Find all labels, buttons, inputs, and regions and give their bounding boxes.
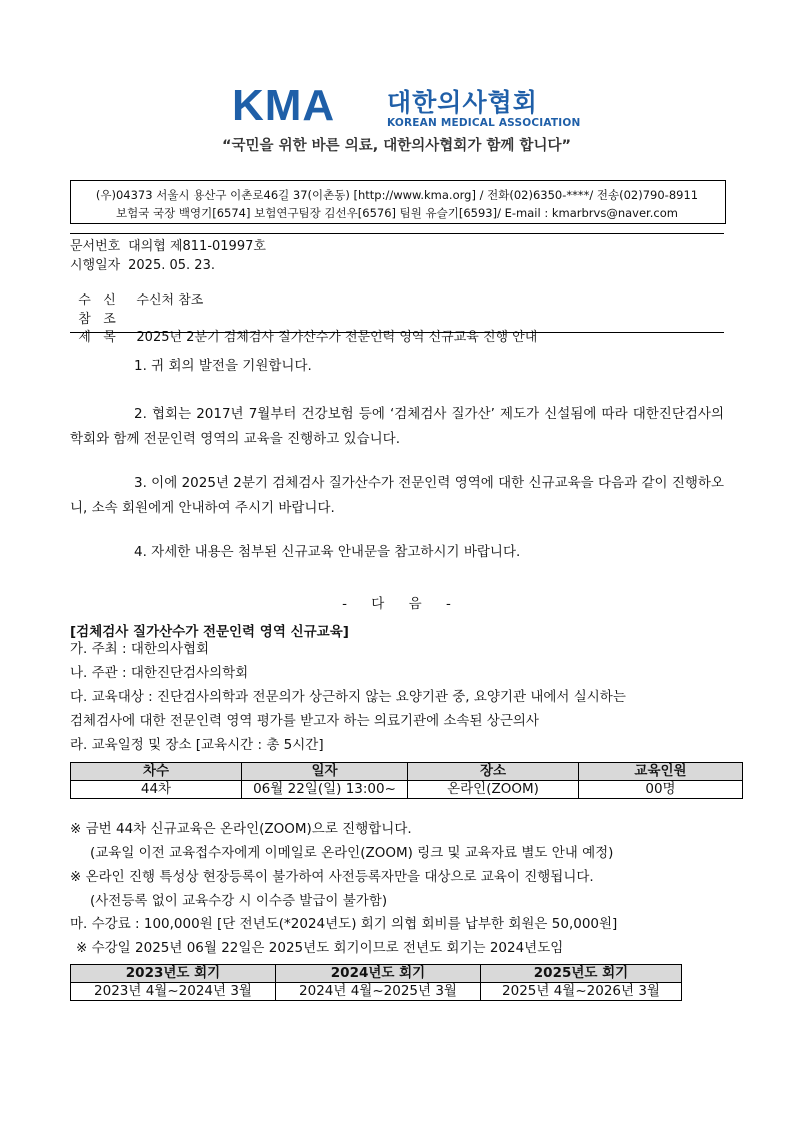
note-2-detail: (사전등록 없이 교육수강 시 이수증 발급이 불가함) <box>90 893 388 909</box>
table-header: 2024년도 회기 <box>276 965 481 983</box>
table-row <box>71 983 682 1001</box>
meta-label: 시행일자 <box>70 258 121 273</box>
item-ga: 가. 주최 : 대한의사협회 <box>70 641 210 657</box>
paragraph-2: 2. 협회는 2017년 7월부터 건강보험 등에 ‘검체검사 질가산’ 제도가 신설됨에 따라 대한진단검사의학회와 함께 전문인력 영역의 교육을 진행하고 있습니다. <box>70 406 724 447</box>
paragraph-4: 4. 자세한 내용은 첨부된 신규교육 안내문을 참고하시기 바랍니다. <box>134 544 521 560</box>
item-ra: 라. 교육일정 및 장소 [교육시간 : 총 5시간] <box>70 737 324 753</box>
table-cell: 00명 <box>579 781 743 799</box>
divider-top <box>70 233 724 234</box>
logo-org-name-kr: 대한의사협회 <box>387 88 538 117</box>
table-header-row <box>71 763 743 781</box>
item-na: 나. 주관 : 대한진단검사의학회 <box>70 665 249 681</box>
contact-line-1: (우)04373 서울시 용산구 이촌로46길 37(이촌동) [http://www.kma.org] / 전화(02)6350-****/ 전송(02)790-8911 <box>95 188 699 202</box>
table-header: 2023년도 회기 <box>71 965 276 983</box>
table-header: 차수 <box>71 763 242 781</box>
meta-value: 수신처 참조 <box>136 293 204 308</box>
dasum-heading: - 다 음 - <box>342 596 451 612</box>
table-cell: 06월 22일(일) 13:00~ <box>242 781 408 799</box>
section-heading: [검체검사 질가산수가 전문인력 영역 신규교육] <box>70 624 349 640</box>
meta-label: 수 신 <box>78 293 116 308</box>
note-1-detail: (교육일 이전 교육접수자에게 이메일로 온라인(ZOOM) 링크 및 교육자료 별도 안내 예정) <box>90 845 614 861</box>
meta-date <box>70 258 215 274</box>
meta-value: 대의협 제811-01997호 <box>128 239 266 254</box>
table-header: 일자 <box>242 763 408 781</box>
divider-bottom <box>70 332 724 333</box>
meta-subject <box>70 314 537 346</box>
meta-value: 2025년 2분기 검체검사 질가산수가 전문인력 영역 신규교육 진행 안내 <box>136 330 538 345</box>
note-1: ※ 금번 44차 신규교육은 온라인(ZOOM)으로 진행합니다. <box>70 821 412 837</box>
table-cell: 2025년 4월~2026년 3월 <box>481 983 682 1001</box>
schedule-table <box>70 762 743 799</box>
note-3: ※ 수강일 2025년 06월 22일은 2025년도 회기이므로 전년도 회기는 2024년도임 <box>76 940 564 956</box>
table-cell: 온라인(ZOOM) <box>408 781 579 799</box>
logo-org-name-en: KOREAN MEDICAL ASSOCIATION <box>387 117 581 129</box>
slogan: “국민을 위한 바른 의료, 대한의사협회가 함께 합니다” <box>221 138 571 154</box>
logo-kma: KMA <box>232 81 336 130</box>
item-da-line1: 다. 교육대상 : 진단검사의학과 전문의가 상근하지 않는 요양기관 중, 요양기관 내에서 실시하는 <box>70 689 626 705</box>
table-header: 2025년도 회기 <box>481 965 682 983</box>
meta-label: 문서번호 <box>70 239 121 254</box>
paragraph-3: 3. 이에 2025년 2분기 검체검사 질가산수가 전문인력 영역에 대한 신규교육을 다음과 같이 진행하오니, 소속 회원에게 안내하여 주시기 바랍니다. <box>70 475 724 516</box>
meta-label: 참 조 <box>78 312 116 327</box>
paragraph-1: 1. 귀 회의 발전을 기원합니다. <box>134 358 312 374</box>
meta-doc-no <box>70 239 266 255</box>
meta-value: 2025. 05. 23. <box>128 258 215 273</box>
table-cell: 2023년 4월~2024년 3월 <box>71 983 276 1001</box>
table-cell: 44차 <box>71 781 242 799</box>
table-cell: 2024년 4월~2025년 3월 <box>276 983 481 1001</box>
note-2: ※ 온라인 진행 특성상 현장등록이 불가하여 사전등록자만을 대상으로 교육이 진행됩니다. <box>70 869 594 885</box>
item-da-line2: 검체검사에 대한 전문인력 영역 평가를 받고자 하는 의료기관에 소속된 상근의사 <box>70 713 539 729</box>
table-row <box>71 781 743 799</box>
meta-label: 제 목 <box>78 330 116 345</box>
table-header: 교육인원 <box>579 763 743 781</box>
table-header-row <box>71 965 682 983</box>
table-header: 장소 <box>408 763 579 781</box>
contact-line-2: 보험국 국장 백영기[6574] 보험연구팀장 김선우[6576] 팀원 유슬기[6593]/ E-mail : kmarbrvs@naver.com <box>116 206 678 220</box>
fiscal-year-table <box>70 964 682 1001</box>
item-ma: 마. 수강료 : 100,000원 [단 전년도(*2024년도) 회기 의협 회비를 납부한 회원은 50,000원] <box>70 916 618 932</box>
